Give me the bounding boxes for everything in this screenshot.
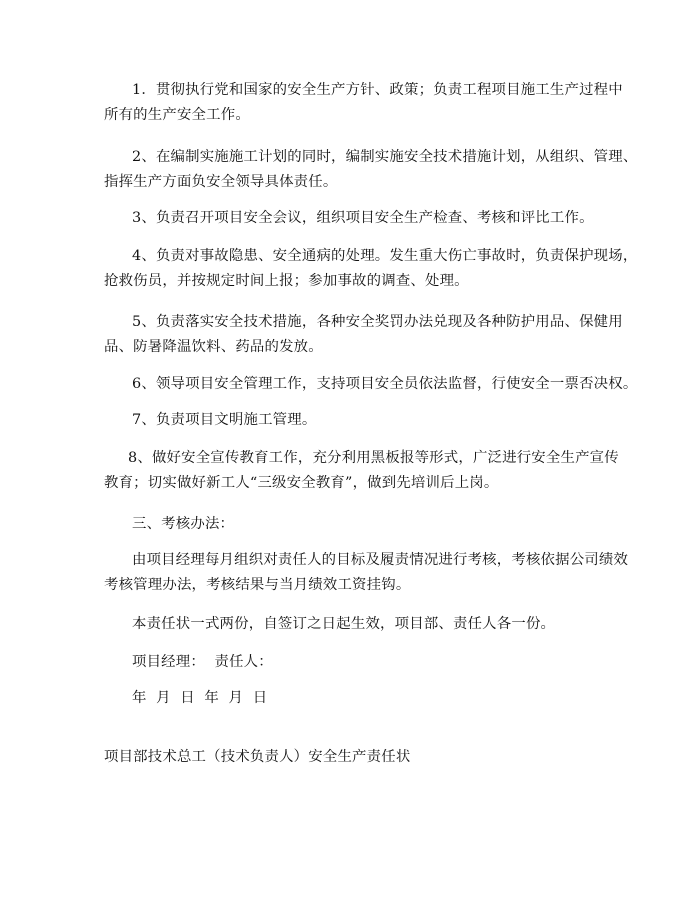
assessment-line-2: 考核管理办法，考核结果与当月绩效工资挂钩。 xyxy=(104,577,411,593)
signature-line xyxy=(104,650,604,675)
next-document-title xyxy=(104,745,604,770)
signature-text: 项目经理： 责任人： xyxy=(132,654,273,670)
validity-text: 本责任状一式两份，自签订之日起生效，项目部、责任人各一份。 xyxy=(132,616,556,632)
duty-item-1-line-1: 1．贯彻执行党和国家的安全生产方针、政策；负责工程项目施工生产过程中 xyxy=(132,82,623,98)
section-heading xyxy=(104,512,604,537)
duty-item-4-line-1: 4、负责对事故隐患、安全通病的处理。发生重大伤亡事故时，负责保护现场， xyxy=(132,248,638,264)
assessment-line-1: 由项目经理每月组织对责任人的目标及履责情况进行考核，考核依据公司绩效 xyxy=(132,552,629,568)
duty-item-6-line-1: 6、领导项目安全管理工作，支持项目安全员依法监督，行使安全一票否决权。 xyxy=(132,376,638,392)
duty-item-2-line-2: 指挥生产方面负安全领导具体责任。 xyxy=(104,174,338,190)
duty-item-5 xyxy=(104,310,623,360)
duty-item-5-line-1: 5、负责落实安全技术措施，各种安全奖罚办法兑现及各种防护用品、保健用 xyxy=(132,314,623,330)
date-line xyxy=(104,686,604,711)
duty-item-8-line-2: 教育；切实做好新工人“三级安全教育”，做到先培训后上岗。 xyxy=(104,475,499,491)
duty-item-7 xyxy=(104,408,604,433)
duty-item-2 xyxy=(104,145,638,195)
duty-item-3 xyxy=(104,206,604,231)
duty-item-7-line-1: 7、负责项目文明施工管理。 xyxy=(132,412,317,428)
duty-item-3-line-1: 3、负责召开项目安全会议，组织项目安全生产检查、考核和评比工作。 xyxy=(132,210,594,226)
duty-item-8 xyxy=(104,446,619,496)
validity-paragraph xyxy=(104,612,604,637)
section-heading-text: 三、考核办法： xyxy=(132,516,235,532)
duty-item-4-line-2: 抢救伤员，并按规定时间上报；参加事故的调查、处理。 xyxy=(104,273,469,289)
duty-item-8-line-1: 8、做好安全宣传教育工作，充分利用黑板报等形式，广泛进行安全生产宣传 xyxy=(128,450,619,466)
date-text: 年 月 日 年 月 日 xyxy=(132,690,268,706)
next-title-text: 项目部技术总工（技术负责人）安全生产责任状 xyxy=(104,749,411,765)
assessment-paragraph xyxy=(104,548,629,598)
duty-item-6 xyxy=(104,372,638,397)
duty-item-4 xyxy=(104,244,638,294)
duty-item-5-line-2: 品、防暑降温饮料、药品的发放。 xyxy=(104,339,323,355)
duty-item-1 xyxy=(104,78,623,128)
duty-item-1-line-2: 所有的生产安全工作。 xyxy=(104,107,250,123)
duty-item-2-line-1: 2、在编制实施施工计划的同时，编制实施安全技术措施计划，从组织、管理、 xyxy=(132,149,638,165)
